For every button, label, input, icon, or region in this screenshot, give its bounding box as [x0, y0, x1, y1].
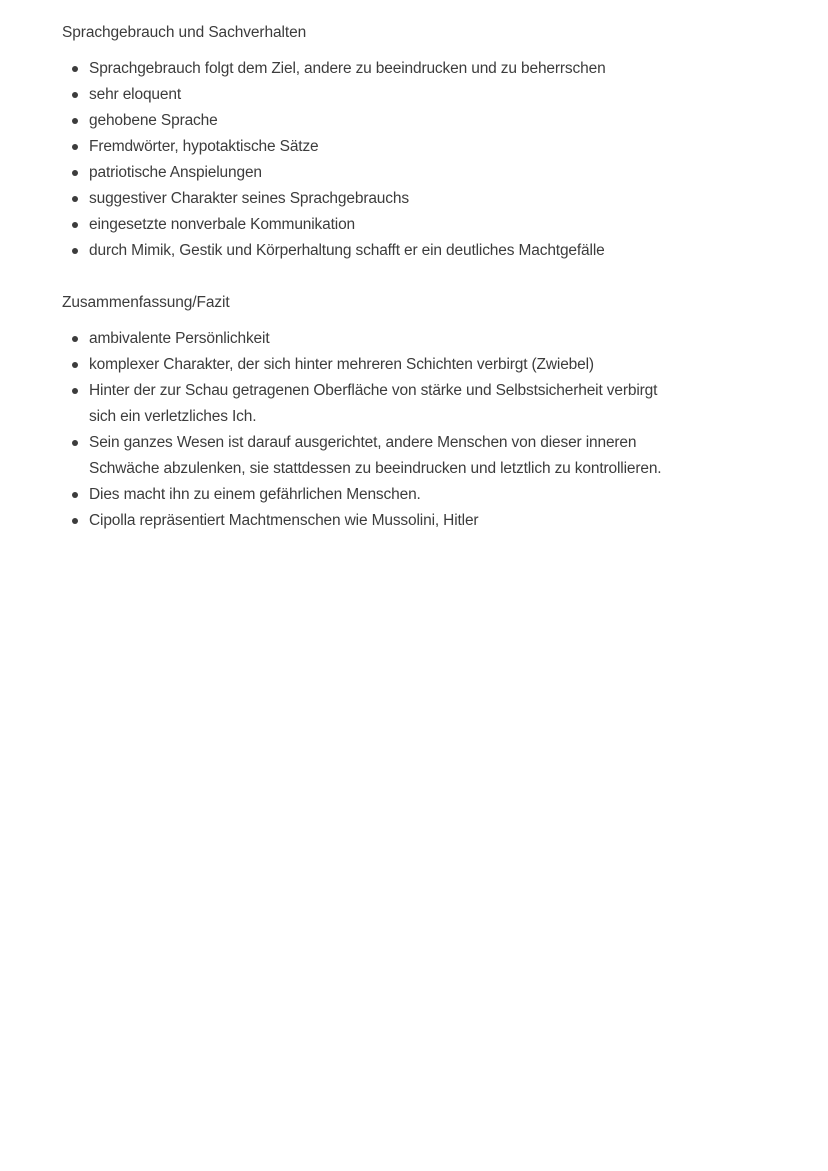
list-item: komplexer Charakter, der sich hinter mehreren Schichten verbirgt (Zwiebel): [62, 352, 672, 378]
section-sprachgebrauch: [62, 21, 722, 264]
bullet-list: [62, 56, 722, 264]
list-item: sehr eloquent: [62, 82, 722, 108]
bullet-list: [62, 326, 672, 534]
list-item: patriotische Anspielungen: [62, 160, 722, 186]
list-item: suggestiver Charakter seines Sprachgebrauchs: [62, 186, 722, 212]
list-item: Dies macht ihn zu einem gefährlichen Menschen.: [62, 482, 672, 508]
list-item: ambivalente Persönlichkeit: [62, 326, 672, 352]
list-item: Hinter der zur Schau getragenen Oberfläche von stärke und Selbstsicherheit verbirgt sich ein verletzliches Ich.: [62, 378, 672, 430]
list-item: Sein ganzes Wesen ist darauf ausgerichtet, andere Menschen von dieser inneren Schwäche abzulenken, sie stattdessen zu beeindrucken und letztlich zu kontrollieren.: [62, 430, 672, 482]
section-heading: Sprachgebrauch und Sachverhalten: [62, 24, 307, 41]
list-item: Sprachgebrauch folgt dem Ziel, andere zu beeindrucken und zu beherrschen: [62, 56, 722, 82]
list-item: gehobene Sprache: [62, 108, 722, 134]
section-fazit: [62, 291, 722, 534]
list-item: eingesetzte nonverbale Kommunikation: [62, 212, 722, 238]
section-heading: Zusammenfassung/Fazit: [62, 294, 230, 311]
list-item: durch Mimik, Gestik und Körperhaltung schafft er ein deutliches Machtgefälle: [62, 238, 722, 264]
list-item: Fremdwörter, hypotaktische Sätze: [62, 134, 722, 160]
list-item: Cipolla repräsentiert Machtmenschen wie Mussolini, Hitler: [62, 508, 672, 534]
